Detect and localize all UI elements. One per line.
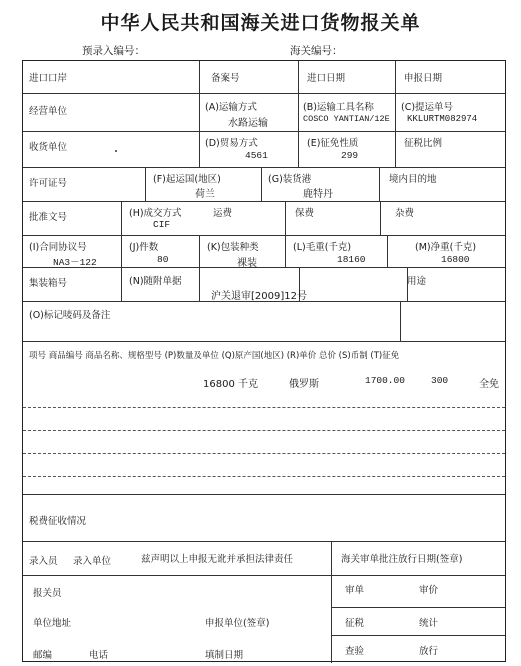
col-divider [379,167,380,201]
attached-docs-label: (N)随附单据 [129,276,182,287]
marks-remarks-label: (O)标记唛码及备注 [29,310,111,321]
col-divider [145,167,146,201]
contract-no-value: NA3－122 [53,257,97,268]
origin-country-label: (F)起运国(地区) [153,174,221,185]
contract-no-label: (I)合同协议号 [29,242,87,253]
trade-mode-label: (D)贸易方式 [205,138,258,149]
review-label: 审单 [345,585,365,596]
ink-dot [115,150,117,152]
attached-docs-value: 沪关退审[2009]12号 [211,291,307,302]
import-date-label: 进口日期 [307,73,346,84]
unit-address-label: 单位地址 [33,618,72,629]
origin-country-value: 荷兰 [195,189,215,200]
pieces-label: (J)件数 [129,242,159,253]
postcode-label: 邮编 [33,650,53,661]
goods-header: 项号 商品编号 商品名称、规格型号 (P)数量及单位 (Q)原产国(地区) (R)单价 总价 (S)币制 (T)征免 [29,351,400,361]
net-weight-label: (M)净重(千克) [415,242,477,253]
tax-levy-label: 税费征收情况 [29,516,87,527]
row-divider [23,541,505,542]
row-divider [23,575,505,576]
col-divider [199,235,200,301]
declarant-label: 报关员 [33,588,62,599]
row-divider [23,167,505,168]
levy-label: 征税 [345,618,365,629]
dashed-line [23,430,505,431]
loading-port-label: (G)装货港 [268,174,312,185]
goods-exemption: 全免 [479,379,499,390]
row-divider [331,607,505,608]
dashed-line [23,476,505,477]
record-no-label: 备案号 [211,73,240,84]
transport-mode-label: (A)运输方式 [205,102,257,113]
entry-unit-label: 录入单位 [73,556,112,567]
col-divider [285,201,286,235]
goods-currency: 300 [431,375,449,386]
loading-port-value: 鹿特丹 [303,189,333,200]
inspection-label: 查验 [345,646,365,657]
goods-quantity: 16800 千克 [203,379,258,390]
col-divider [331,541,332,663]
customs-approval-label: 海关审单批注放行日期(签章) [341,554,463,565]
domestic-destination-label: 境内目的地 [389,174,437,185]
freight-label: 运费 [213,208,233,219]
exemption-nature-label: (E)征免性质 [307,138,359,149]
row-divider [23,494,505,495]
pieces-value: 80 [157,254,169,265]
deal-mode-label: (H)成交方式 [129,208,182,219]
declaration-form [22,60,506,662]
fill-date-label: 填制日期 [205,650,244,661]
col-divider [285,235,286,267]
vehicle-label: (B)运输工具名称 [303,102,374,113]
package-type-value: 裸装 [237,258,257,269]
gross-weight-value: 18160 [337,254,366,265]
form-title: 中华人民共和国海关进口货物报关单 [100,12,421,34]
trade-mode-value: 4561 [245,150,268,161]
exemption-nature-value: 299 [341,150,359,161]
net-weight-value: 16800 [441,254,470,265]
license-no-label: 许可证号 [29,178,68,189]
dashed-line [23,453,505,454]
row-divider [23,201,505,202]
goods-total-price: 1700.00 [365,375,405,386]
goods-origin: 俄罗斯 [289,379,319,390]
misc-fee-label: 杂费 [395,208,415,219]
bill-of-lading-label: (C)提运单号 [401,102,454,113]
col-divider [298,61,299,167]
col-divider [387,235,388,267]
approval-no-label: 批准文号 [29,212,68,223]
row-divider [23,235,505,236]
release-label: 放行 [419,646,439,657]
vehicle-value: COSCO YANTIAN/12E [303,114,390,124]
statistics-label: 统计 [419,618,439,629]
row-divider [23,131,505,132]
container-no-label: 集装箱号 [29,278,68,289]
row-divider [23,341,505,342]
insurance-label: 保费 [295,208,315,219]
col-divider [199,61,200,167]
col-divider [395,61,396,167]
package-type-label: (K)包装种类 [207,242,259,253]
col-divider [261,167,262,201]
declaration-statement: 兹声明以上申报无讹并承担法律责任 [141,554,294,565]
pre-entry-no-label: 预录入编号： [82,45,145,57]
row-divider [23,93,505,94]
row-divider [331,635,505,636]
col-divider [400,301,401,341]
dashed-line [23,407,505,408]
declare-date-label: 申报日期 [404,73,443,84]
declare-unit-label: 申报单位(签章) [205,618,270,629]
bill-of-lading-value: KKLURTM082974 [407,114,478,124]
deal-mode-value: CIF [153,219,171,230]
col-divider [380,201,381,235]
business-unit-label: 经营单位 [29,106,68,117]
usage-label: 用途 [407,276,427,287]
customs-no-label: 海关编号： [290,45,343,57]
tax-ratio-label: 征税比例 [404,138,443,149]
import-port-label: 进口口岸 [29,73,68,84]
col-divider [121,201,122,301]
transport-mode-value: 水路运输 [228,118,268,129]
entry-clerk-label: 录入员 [29,556,58,567]
gross-weight-label: (L)毛重(千克) [293,242,352,253]
price-review-label: 审价 [419,585,439,596]
receiving-unit-label: 收货单位 [29,142,68,153]
phone-label: 电话 [89,650,109,661]
